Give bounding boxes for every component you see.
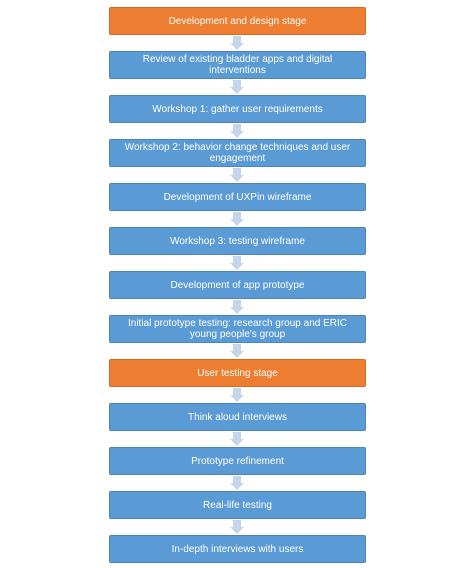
flow-arrow-down <box>230 300 244 314</box>
flow-box-label: User testing stage <box>197 367 278 379</box>
flow-box-label: Real-life testing <box>203 499 272 511</box>
flow-box-label: In-depth interviews with users <box>171 543 304 555</box>
flow-arrow-down <box>230 168 244 182</box>
flow-arrow-down <box>230 476 244 490</box>
flow-arrow-down <box>230 520 244 534</box>
flow-box-label: Workshop 3: testing wireframe <box>170 235 305 247</box>
flow-box-workshop-1 <box>109 95 366 123</box>
flow-box-label: Development of app prototype <box>170 279 305 291</box>
flow-box-initial-prototype-testing <box>109 315 366 343</box>
flow-box-user-testing-stage <box>109 359 366 387</box>
flow-box-label: Initial prototype testing: research group and ERIC young people's group <box>127 318 347 340</box>
flow-box-label: Prototype refinement <box>191 455 284 467</box>
flow-box-prototype-refinement <box>109 447 366 475</box>
flow-box-label: Think aloud interviews <box>188 411 287 423</box>
flow-box-review-existing-apps <box>109 51 366 79</box>
flow-arrow-down <box>230 36 244 50</box>
flow-box-uxpin-wireframe <box>109 183 366 211</box>
flow-box-in-depth-interviews <box>109 535 366 563</box>
flow-arrow-down <box>230 388 244 402</box>
flow-box-workshop-3 <box>109 227 366 255</box>
flow-arrow-down <box>230 212 244 226</box>
flow-arrow-down <box>230 80 244 94</box>
flow-box-label: Development and design stage <box>168 15 307 27</box>
flow-box-think-aloud-interviews <box>109 403 366 431</box>
flow-box-app-prototype <box>109 271 366 299</box>
flow-box-workshop-2 <box>109 139 366 167</box>
flow-box-label: Workshop 2: behavior change techniques and user engagement <box>124 142 351 164</box>
flow-arrow-down <box>230 124 244 138</box>
flow-box-label: Review of existing bladder apps and digital interventions <box>142 54 333 76</box>
flow-box-label: Workshop 1: gather user requirements <box>152 103 323 115</box>
flow-arrow-down <box>230 344 244 358</box>
flow-box-label: Development of UXPin wireframe <box>163 191 312 203</box>
flow-box-development-design-stage <box>109 7 366 35</box>
flow-box-real-life-testing <box>109 491 366 519</box>
flow-arrow-down <box>230 256 244 270</box>
flow-arrow-down <box>230 432 244 446</box>
